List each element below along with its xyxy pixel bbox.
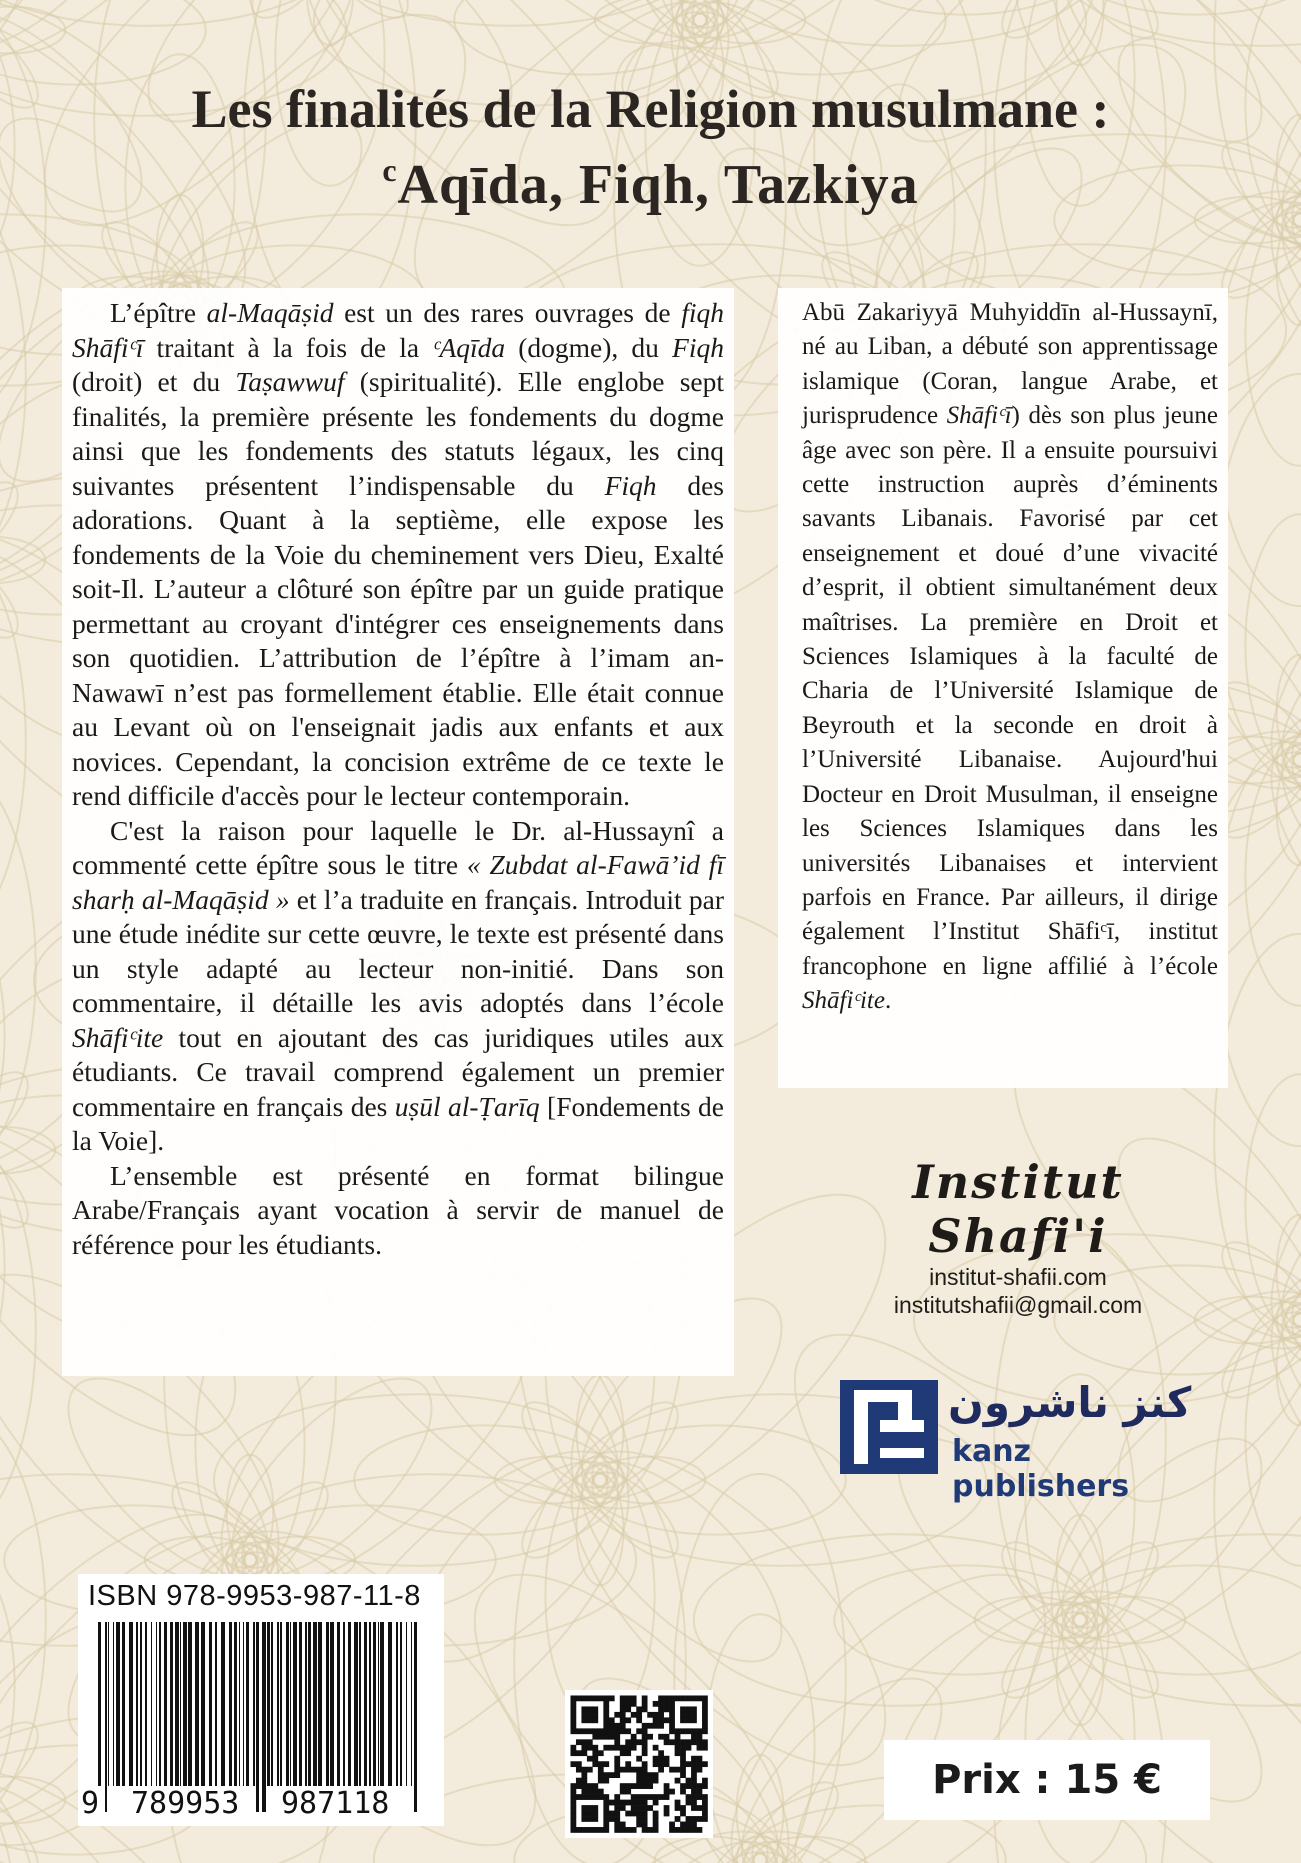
institute-logo — [818, 1155, 1218, 1319]
price-tag: Prix : 15 € — [884, 1740, 1210, 1820]
title-line-2 — [0, 152, 1301, 217]
blurb-paragraph-1: L’épître al-Maqāṣid est un des rares ouvrages de fiqh Shāfiᶜī traitant à la fois de la ᶜAqīda (dogme), du Fiqh (droit) et du Taṣawwuf (spiritualité). Elle englobe sept finalités, la première présente les fondements du dogme ainsi que les fondements des statuts légaux, les cinq suivantes présentent l’indispensable du Fiqh des adorations. Quant à la septième, elle expose les fondements de la Voie du cheminement vers Dieu, Exalté soit-Il. L’auteur a clôturé son épître par un guide pratique permettant au croyant d'intégrer ces enseignements dans son quotidien. L’attribution de l’épître à l’imam an-Nawawī n’est pas formellement établie. Elle était connue au Levant où on l'enseignait jadis aux enfants et aux novices. Cependant, la concision extrême de ce texte le rend difficile d'accès pour le lecteur contemporain. — [72, 297, 724, 811]
institute-name: Institut Shafi'i — [912, 1155, 1124, 1263]
qr-code-graphic — [565, 1690, 713, 1838]
author-bio-panel — [778, 288, 1228, 1088]
author-bio: Abū Zakariyyā Muhyiddīn al-Hussaynī, né au Liban, a débuté son apprentissage islamique (Coran, langue Arabe, et jurisprudence Shāfiᶜī) dès son plus jeune âge avec son père. Il a ensuite poursuivi cette instruction auprès d’éminents savants Libanais. Favorisé par cet enseignement et doué d’une vivacité d’esprit, il obtient simultanément deux maîtrises. La première en Droit et Sciences Islamiques à la faculté de Charia de l’Université Islamique de Beyrouth et la seconde en droit à l’Université Libanaise. Aujourd'hui Docteur en Droit Musulman, il enseigne les Sciences Islamiques dans les universités Libanaises et intervient parfois en France. Par ailleurs, il dirige également l’Institut Shāfiᶜī, institut francophone en ligne affilié à l’école Shāfiᶜite. — [802, 299, 1219, 1015]
publisher-logo-icon — [840, 1380, 938, 1474]
publisher-logo — [840, 1378, 1200, 1504]
publisher-name: kanz publishers — [952, 1434, 1130, 1504]
barcode-digit-first: 9 — [78, 1786, 102, 1821]
blurb-paragraph-2: C'est la raison pour laquelle le Dr. al-Hussaynî a commenté cette épître sous le titre « Zubdat al-Fawā’id fī sharḥ al-Maqāṣid » et l’a traduite en français. Introduit par une étude inédite sur cette œuvre, le texte est présenté dans un style adapté au lecteur non-initié. Dans son commentaire, il détaille les avis adoptés dans l’école Shāfiᶜite tout en ajoutant des cas juridiques utiles aux étudiants. Ce travail comprend également un premier commentaire en français des uṣūl al-Ṭarīq [Fondements de la Voie]. — [72, 814, 725, 1156]
qr-code[interactable] — [565, 1690, 713, 1838]
barcode-digits-right: 987118 — [278, 1786, 392, 1821]
blurb-panel — [62, 288, 734, 1376]
title-superscript: c — [382, 152, 398, 188]
institute-website[interactable]: institut-shafii.com — [929, 1264, 1107, 1290]
blurb-paragraph-3: L’ensemble est présenté en format bilingue Arabe/Français ayant vocation à servir de manuel de référence pour les étudiants. — [72, 1159, 724, 1260]
publisher-name-arabic: كنز ناشرون — [948, 1378, 1192, 1427]
institute-email[interactable]: institutshafii@gmail.com — [893, 1292, 1143, 1318]
title-line-1: Les finalités de la Religion musulmane : — [191, 79, 1110, 139]
barcode-digits-left: 789953 — [128, 1786, 242, 1821]
isbn-barcode-box — [78, 1574, 444, 1826]
isbn-label: ISBN 978-9953-987-11-8 — [88, 1580, 421, 1612]
barcode — [94, 1622, 430, 1812]
title-line-2-text: Aqīda, Fiqh, Tazkiya — [397, 154, 919, 216]
